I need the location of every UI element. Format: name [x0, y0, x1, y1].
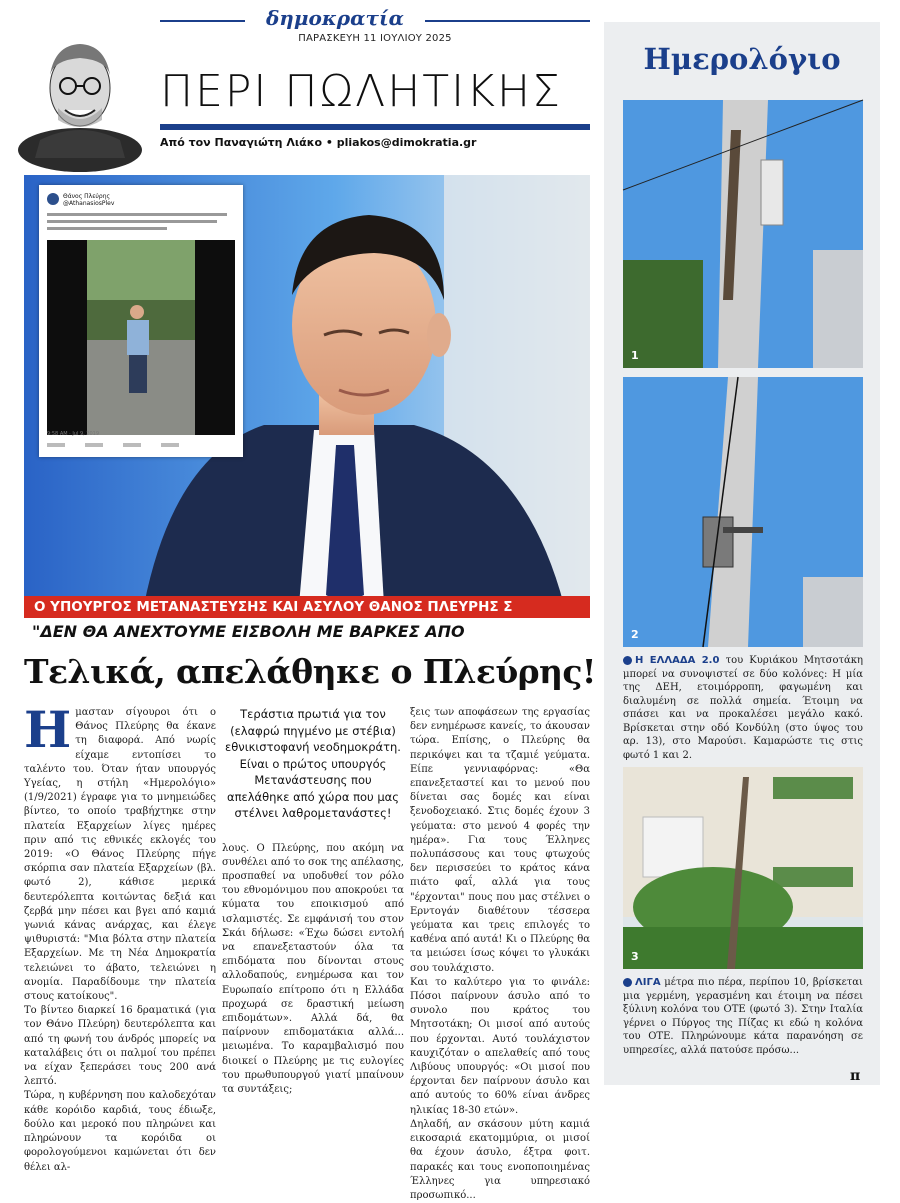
- masthead-rule-left: [160, 20, 245, 22]
- byline: Από τον Παναγιώτη Λιάκο • pliakos@dimokratia.gr: [160, 136, 477, 149]
- tweet-author-handle: @AthanasiosPlev: [63, 200, 115, 207]
- pull-quote: Τεράστια πρωτιά για τον (ελαφρώ πηγμένο με στέβια) εθνικιστοφανή νεοδημοκράτη. Είναι ο πρώτος υπουργός Μετανάστευσης που απελάθηκε από χώρα που μας στέλνει λαθρομετανάστες!: [225, 707, 401, 820]
- tweet-video-frame: [47, 240, 235, 435]
- sidebar-caption-1: [623, 654, 863, 762]
- wooden-pole-photo-3: [623, 767, 863, 969]
- caption-lead: Η ΕΛΛΑΔΑ 2.0: [635, 655, 720, 666]
- issue-date: ΠΑΡΑΣΚΕΥΗ 11 ΙΟΥΛΙΟΥ 2025: [298, 33, 452, 44]
- title-rule: [160, 124, 590, 130]
- sidebar-diary: [604, 22, 880, 1085]
- article-headline: Τελικά, απελάθηκε ο Πλεύρης!: [24, 652, 596, 691]
- tweet-avatar: [47, 193, 59, 205]
- sidebar-title: Ημερολόγιο: [643, 42, 841, 76]
- photo-number: 3: [631, 950, 639, 963]
- photo-number: 1: [631, 349, 639, 362]
- article-paragraph: Και το καλύτερο για το φινάλε: Πόσοι παίρνουν άσυλο από το συνολο που κράτος του Μητσοτάκη; Οι μισοί από αυτούς που έρχονται. Αυτό τουλάχιστον καυχιζόταν ο απελαθείς από τους Λιβύους υπουργός: «Οι μισοί που έρχονται δεν παίρνουν άσυλο και από αυτούς το 60% είναι άνδρες ηλικίας 18-30 ετών».: [410, 976, 590, 1116]
- drop-cap: Η: [24, 700, 72, 759]
- caption-lead: ΛΙΓΑ: [635, 977, 661, 988]
- caption-text: του Κυριάκου Μητσοτάκη μπορεί να συνοψιστεί σε δύο κολόνες: Η μία της ΔΕΗ, ετοιμόρροπη, φαγωμένη και διαλυμένη σε πολλά σημεία. Έτοιμη να σπάσει και να προκαλέσει μεγάλο κακό. Βρίσκεται στην οδό Κονδύλη (στο ύψος του αρ. 13), στο Μαρούσι. Καμαρώστε τις στις φωτό 1 και 2.: [623, 655, 864, 761]
- news-ticker-bottom: "ΔΕΝ ΘΑ ΑΝΕΧΤΟΥΜΕ ΕΙΣΒΟΛΗ ΜΕ ΒΑΡΚΕΣ ΑΠΟ: [24, 618, 590, 645]
- masthead-rule-right: [425, 20, 590, 22]
- article-paragraph: Τώρα, η κυβέρνηση που καλοδεχόταν κάθε κορόιδο καρδιά, τους έδιωξε, δούλο και μεροκό που πληρώνει και πληρώνουν τα κορόιδα οι φορολογούμενοι καμώνεται ότι δεν θέλει αλ-: [24, 1090, 216, 1173]
- sidebar-photo-2: [623, 377, 863, 647]
- tweet-author: [63, 193, 114, 207]
- tweet-text-lines: [47, 211, 235, 235]
- utility-pole-photo-2: [623, 377, 863, 647]
- newspaper-brand: δημοκρατία: [265, 6, 405, 30]
- tweet-date: 9:58 AM · Jul 9, 2019: [47, 431, 100, 437]
- page-mark: π: [850, 1068, 861, 1084]
- author-caricature: [10, 30, 150, 158]
- article-column-3: [410, 706, 590, 1203]
- article-paragraph: Δηλαδή, αν σκάσουν μύτη καμιά εικοσαριά εκατομμύρια, οι μισοί θα έχουν άσυλο, έξτρα φοιτ. παρακές και τους ενοποποιημένας Έλληνες για υπηρεσιακό προσωπικό...: [410, 1118, 590, 1201]
- sidebar-photo-3: [623, 767, 863, 969]
- tweet-actions: [47, 441, 235, 451]
- bullet-dot-icon: [623, 656, 632, 665]
- sidebar-photo-1: [623, 100, 863, 368]
- tweet-action-icons: [47, 441, 235, 449]
- photo-number: 2: [631, 628, 639, 641]
- article-paragraph: Το βίντεο διαρκεί 16 δραματικά (για τον Θάνο Πλεύρη) δευτερόλεπτα και από τη φωνή του άνδρός μπορείς να καταλάβεις ότι οι παλμοί του πρέπει να είχαν ξεπεράσει τους 200 ανά λεπτό.: [24, 1005, 216, 1088]
- utility-pole-photo-1: [623, 100, 863, 368]
- article-paragraph: [24, 700, 216, 1004]
- embedded-tweet: [39, 185, 243, 457]
- article-column-1: [24, 700, 216, 1175]
- article-column-2: [222, 706, 404, 1097]
- tweet-video: [47, 240, 235, 435]
- main-photo: [24, 175, 590, 645]
- tweet-text-placeholder: [47, 211, 235, 233]
- bullet-dot-icon: [623, 978, 632, 987]
- news-ticker-top: Ο ΥΠΟΥΡΓΟΣ ΜΕΤΑΝΑΣΤΕΥΣΗΣ ΚΑΙ ΑΣΥΛΟΥ ΘΑΝΟΣ ΠΛΕΥΡΗΣ Σ: [24, 596, 590, 618]
- paragraph-text: μασταν σίγουροι ότι ο Θάνος Πλεύρης θα έκανε τη διαφορά. Από νωρίς είχαμε εντοπίσει το ταλέντο του. Όταν ήταν υπουργός Υγείας, η στήλη «Ημερολόγιο» (1/9/2021) έγραφε για το μνημειώδες βίντεο, το οποίο τραβήχτηκε στην πλατεία Εξαρχείων λίγες ημέρες πριν από τις εθνικές εκλογές του 2019: «Ο Θάνος Πλεύρης πήγε σκόρπια σαν πλατεία Εξαρχείων (βλ. φωτό 2), κάθισε μερικά δευτερόλεπτα κοιτώντας δεξιά και ζερβά μην πέσει και βγει από καμιά γωνιά κάνας ανάρχας, και έλεγε ψιθυριστά: "Μια βόλτα στην πλατεία Εξαρχείων. Με τη Νέα Δημοκρατία τελειώνει το άβατο, τελειώνει η ανομία. Παραδίδουμε την πλατεία στους κατοίκους".: [24, 707, 216, 1003]
- article-paragraph: ξεις των αποφάσεων της εργασίας δεν ενημέρωσε κανείς, το άκουσαν τώρα. Επίσης, ο Πλεύρης θα περικόψει και τα τζαμιέ γεύματα. Είπε γεννιαφόρνας: «Θα επανεξεταστεί και το μενού που δίνεται σας δομές και είναι ξενοδοχειακό. Στις δομές έχουν 3 γεύματα: στο μενού 4 φορές την ημέρα». Για τους Έλληνες πολυπάσσους και τους φτωχούς δεν περισσεύει το κράτος κάνα πιάτο φαΐ, αλλά για τους "έρχονται" πους που μας στέλνει ο Ερντογάν διαθέτουν τέσσερα γεύματα και τρεις επιλογές το καθένα από αυτά! Κι ο Πλεύρης θα τα μειώσει ίσως κόψει το γλυκάκι σου τουλάχιστο.: [410, 707, 590, 974]
- article-paragraph: λους. Ο Πλεύρης, που ακόμη να συνθέλει από το σοκ της απέλασης, προσπαθεί να υποδυθεί τον ρόλο του εθνομόνιμου που αποκρούει τα κύματα του εποικισμού από ισλαμιστές. Σε εμφάνισή του στον Σκάι δήλωσε: «Έχω δώσει εντολή να επανεξεταστούν όλα τα επιδόματα που δίνονται στους αλλοδαπούς, ενημέρωσα και τον Ευρωπαίο επίτροπο ότι η Ελλάδα προχωρά σε δραστική μείωση επιδομάτων». Αλλά δά, θα παίρνουν επιδοματάκια αλλά... μειωμένα. Το καραμβαλισμό που διοικεί ο Πλεύρης με τις ευλογίες του πρωθυπουργού γιατί μπαίνουν τα συντάξεις;: [222, 842, 404, 1095]
- column-title: ΠΕΡΙ ΠΩΛΗΤΙΚΗΣ: [160, 66, 562, 117]
- tweet-author-name: Θάνος Πλεύρης: [63, 193, 111, 200]
- caption-text: μέτρα πιο πέρα, περίπου 10, βρίσκεται μια γερμένη, γερασμένη και έτοιμη να πέσει ξύλινη κολόνα του ΟΤΕ (φωτό 3). Στην Ιταλία γέρνει ο Πύργος της Πίζας κι εδώ η κολόνα του ΟΤΕ. Πληρώνουμε κάτα παρανόηση σε υπηρεσίες, αλλά πατούσε πρόσω...: [623, 977, 863, 1056]
- sidebar-caption-2: [623, 976, 863, 1057]
- masthead: [160, 6, 590, 46]
